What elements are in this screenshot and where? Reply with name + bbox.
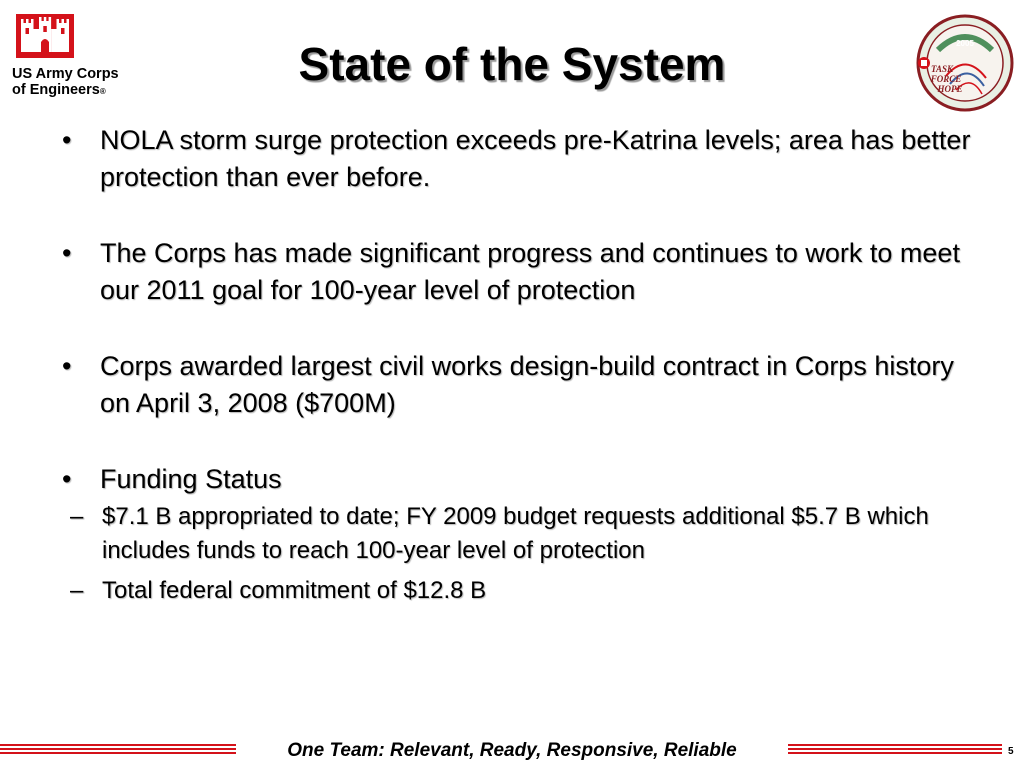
bullet-item xyxy=(56,461,986,498)
bullet-item xyxy=(56,235,986,309)
footer-stripes-left xyxy=(0,744,236,755)
footer-stripes-right xyxy=(788,744,1002,755)
bullet-marker: • xyxy=(62,464,72,494)
logo-text-line3: HOPE xyxy=(937,84,963,94)
task-force-hope-logo xyxy=(916,14,1014,112)
footer xyxy=(0,736,1024,764)
bullet-list xyxy=(56,122,986,614)
footer-motto: One Team: Relevant, Ready, Responsive, Reliable xyxy=(287,740,737,761)
usace-logo xyxy=(12,14,142,104)
castle-icon xyxy=(16,14,74,58)
bullet-item xyxy=(56,122,986,196)
bullet-marker: • xyxy=(62,238,72,268)
bullet-text: NOLA storm surge protection exceeds pre-Katrina levels; area has better protection than ever before. xyxy=(100,125,971,192)
page-number: 5 xyxy=(1008,746,1014,757)
bullet-item xyxy=(56,348,986,422)
bullet-text: Funding Status xyxy=(100,464,282,494)
sub-bullet-item xyxy=(56,500,986,568)
logo-text-line2: FORCE xyxy=(930,74,962,84)
sub-bullet-marker: – xyxy=(70,503,84,530)
sub-bullet-item xyxy=(56,574,986,608)
sub-bullet-marker: – xyxy=(70,577,84,604)
logo-text-line1: TASK xyxy=(930,64,954,74)
task-force-hope-emblem-icon xyxy=(916,14,1014,112)
sub-bullet-text: Total federal commitment of $12.8 B xyxy=(102,577,487,604)
bullet-marker: • xyxy=(62,125,72,155)
org-name-line2 xyxy=(12,82,142,100)
bullet-marker: • xyxy=(62,351,72,381)
sub-bullet-text: $7.1 B appropriated to date; FY 2009 budget requests additional $5.7 B which includes funds to reach 100-year level of protection xyxy=(102,503,929,564)
sub-bullet-list xyxy=(56,500,986,608)
bullet-text: The Corps has made significant progress and continues to work to meet our 2011 goal for 100-year level of protection xyxy=(100,238,960,305)
logo-year: 2005 xyxy=(956,39,974,48)
org-name-line2-text: of Engineers xyxy=(12,82,100,98)
org-name-line1: US Army Corps xyxy=(12,66,119,82)
registered-mark: ® xyxy=(99,87,106,96)
bullet-text: Corps awarded largest civil works design-build contract in Corps history on April 3, 2008 ($700M) xyxy=(100,351,954,418)
page-title: State of the System xyxy=(298,38,726,90)
